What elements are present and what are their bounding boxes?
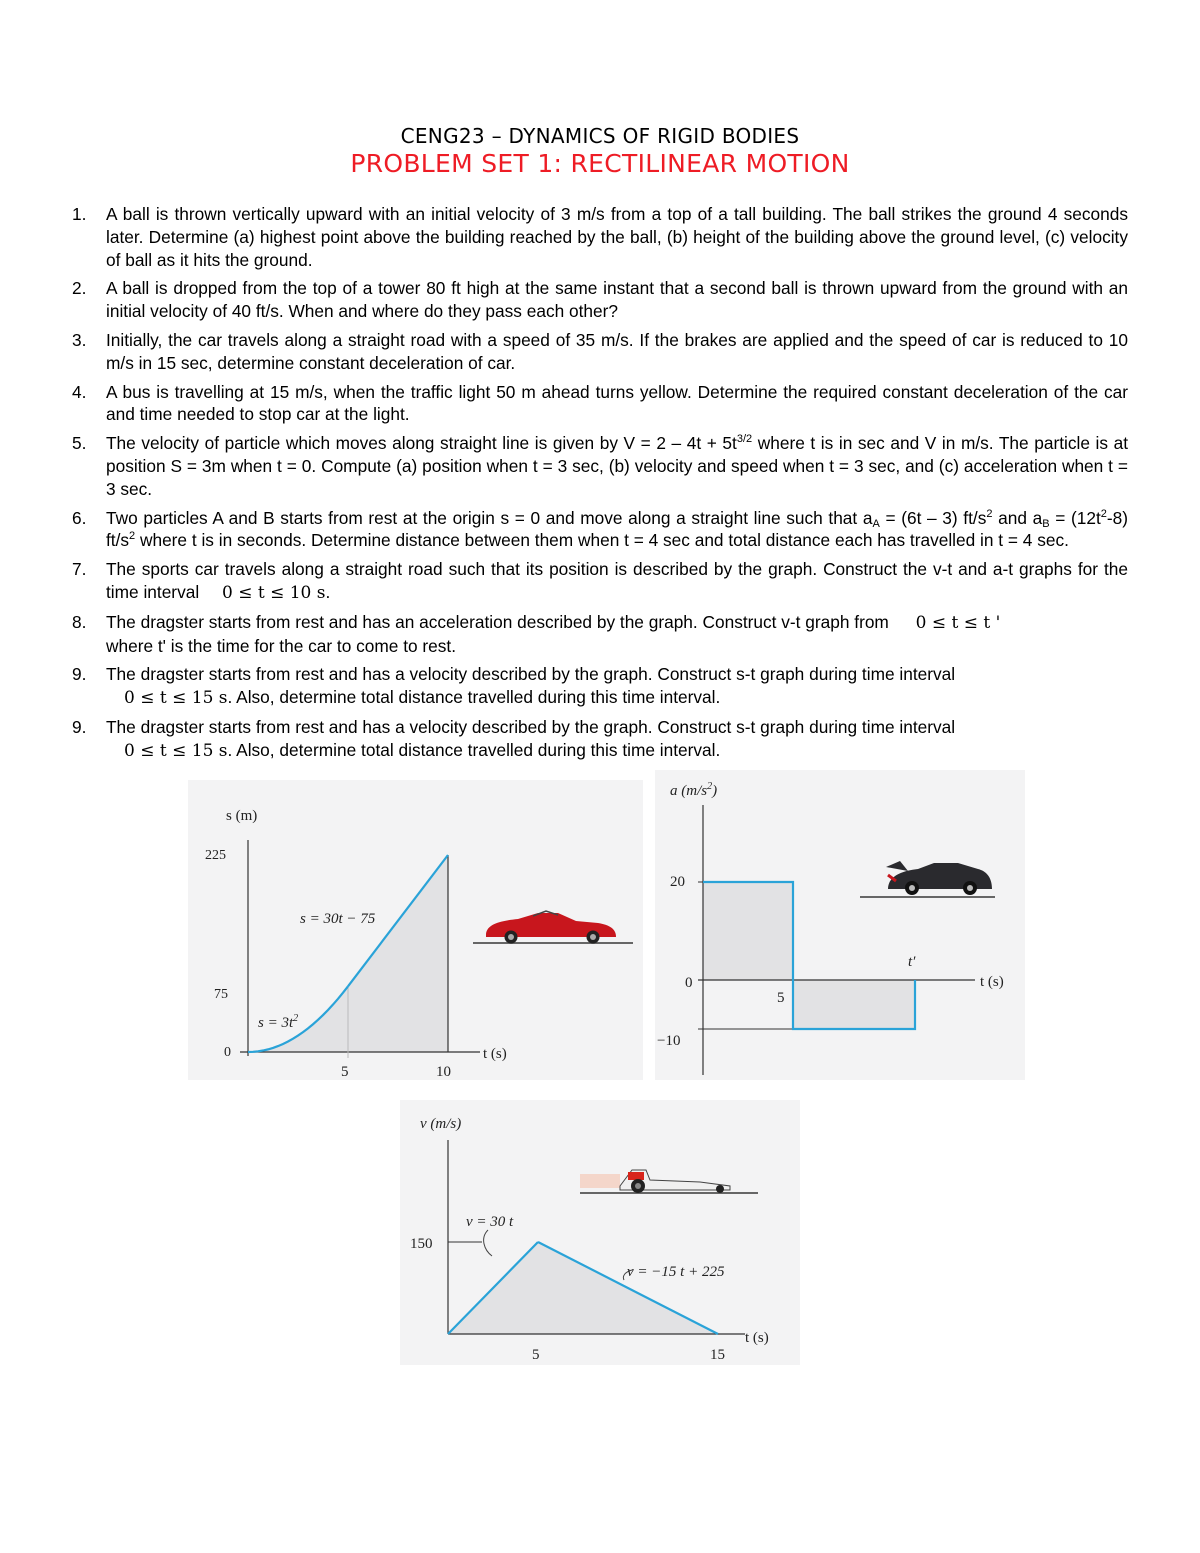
y-axis-label-text: a (m/s bbox=[670, 783, 708, 799]
problem-number: 5. bbox=[72, 433, 87, 454]
problem-item bbox=[62, 663, 1128, 710]
exponent: 2 bbox=[986, 507, 993, 520]
problem-number: 2. bbox=[72, 278, 87, 299]
time-interval-math: 0 ≤ t ≤ 15 s bbox=[124, 740, 228, 761]
x-tick-label-5: 5 bbox=[532, 1347, 540, 1363]
velocity-time-figure bbox=[400, 1100, 800, 1365]
time-interval-math: 0 ≤ t ≤ 10 s bbox=[221, 582, 326, 603]
problem-number: 9. bbox=[72, 716, 87, 737]
problem-text bbox=[106, 663, 1128, 710]
s-t-graph bbox=[188, 780, 643, 1080]
problem-text-part: The velocity of particle which moves along straight line is given by V = 2 – 4t + 5t bbox=[106, 433, 737, 454]
area-negative-acceleration bbox=[793, 980, 915, 1029]
x-axis-label: t (s) bbox=[483, 1046, 507, 1062]
problem-text-part: where t' is the time for the car to come to rest. bbox=[106, 635, 457, 656]
problem-text-part: . Also, determine total distance travelled during this time interval. bbox=[227, 739, 721, 760]
segment-label-v-30t: v = 30 t bbox=[466, 1214, 514, 1230]
problem-text-part: The sports car travels along a straight road such that its position is described by the graph. Construct the v-t and a-t graphs for the time interval bbox=[106, 559, 1128, 602]
x-tick-label-t-prime: t′ bbox=[908, 954, 916, 970]
problem-item bbox=[62, 611, 1128, 658]
problem-text-part: The dragster starts from rest and has a velocity described by the graph. Construct s-t graph during time interval bbox=[106, 664, 956, 685]
problem-set-title: PROBLEM SET 1: RECTILINEAR MOTION bbox=[350, 149, 850, 178]
problem-text bbox=[106, 558, 1128, 605]
area-positive-acceleration bbox=[703, 882, 793, 980]
problem-text-part: where t is in sec and V in m/s. The particle is at position S = 3m when t = 0. Compute (a) position when t = 3 sec, (b) velocity and speed when t = 3 sec, and (c) acceleration when t = 3 sec. bbox=[106, 433, 1129, 499]
y-tick-label-0: 0 bbox=[685, 975, 693, 991]
problem-item bbox=[62, 329, 1128, 375]
time-interval-math: 0 ≤ t ≤ 15 s bbox=[124, 688, 228, 709]
problem-text bbox=[106, 432, 1128, 500]
y-tick-label-20: 20 bbox=[670, 874, 685, 890]
x-axis-label: t (s) bbox=[745, 1330, 769, 1346]
problem-text: A ball is dropped from the top of a tower 80 ft high at the same instant that a second ball is thrown upward from the ground with an initial velocity of 40 ft/s. When and where do they pass each other? bbox=[106, 278, 1128, 322]
a-t-graph bbox=[655, 770, 1025, 1080]
problem-item bbox=[62, 203, 1128, 271]
exponent: 2 bbox=[1100, 507, 1107, 520]
problem-item bbox=[62, 432, 1128, 500]
problem-number: 7. bbox=[72, 559, 87, 580]
problem-number: 9. bbox=[72, 664, 87, 685]
problem-number: 8. bbox=[72, 611, 87, 632]
x-tick-label-5: 5 bbox=[341, 1064, 349, 1080]
x-tick-label-5: 5 bbox=[777, 990, 785, 1006]
problem-number: 3. bbox=[72, 329, 87, 350]
problem-number: 1. bbox=[72, 204, 87, 224]
problem-list bbox=[62, 203, 1128, 769]
problem-text-part: The dragster starts from rest and has a velocity described by the graph. Construct s-t graph during time interval bbox=[106, 716, 956, 737]
problem-text-part: where t is in seconds. Determine distance between them when t = 4 sec and total distance each has travelled in t = 4 sec. bbox=[135, 530, 1069, 551]
x-tick-label-15: 15 bbox=[710, 1347, 725, 1363]
v-t-graph bbox=[400, 1100, 800, 1365]
problem-item bbox=[62, 716, 1128, 763]
problem-text bbox=[106, 716, 1128, 763]
y-axis-label-close: ) bbox=[712, 783, 718, 799]
segment-label-s-30t-75: s = 30t − 75 bbox=[300, 911, 376, 927]
y-axis-label: v (m/s) bbox=[420, 1116, 462, 1132]
problem-text-part: -8) ft/s bbox=[106, 507, 1128, 551]
y-tick-label-150: 150 bbox=[410, 1236, 433, 1252]
problem-text-part: . bbox=[325, 581, 331, 602]
problem-item bbox=[62, 381, 1128, 427]
segment-label-v-minus15t-225: v = −15 t + 225 bbox=[627, 1264, 725, 1280]
y-tick-label-75: 75 bbox=[214, 987, 228, 1002]
problem-text-part: The dragster starts from rest and has an acceleration described by the graph. Construct v-t graph from bbox=[106, 611, 889, 632]
acceleration-time-figure bbox=[655, 770, 1025, 1080]
course-title: CENG23 – DYNAMICS OF RIGID BODIES bbox=[400, 124, 800, 148]
problem-text bbox=[106, 611, 1128, 658]
exponent: 2 bbox=[129, 530, 136, 543]
segment-label-text: s = 3t bbox=[258, 1015, 294, 1031]
problem-text-part: . Also, determine total distance travelled during this time interval. bbox=[227, 687, 721, 708]
problem-item bbox=[62, 558, 1128, 605]
y-tick-label-minus-10: −10 bbox=[657, 1033, 681, 1049]
problem-number: 6. bbox=[72, 507, 87, 528]
problem-text: Initially, the car travels along a straight road with a speed of 35 m/s. If the brakes are applied and the speed of car is reduced to 10 m/s in 15 sec, determine constant deceleration of car. bbox=[106, 329, 1128, 373]
exponent: 3/2 bbox=[736, 433, 753, 446]
problem-text-part: and a bbox=[992, 507, 1043, 528]
problem-item bbox=[62, 507, 1128, 553]
problem-text-part: = (12t bbox=[1049, 507, 1101, 528]
y-tick-label-0: 0 bbox=[224, 1045, 231, 1060]
y-axis-label: s (m) bbox=[226, 808, 258, 824]
problem-number: 4. bbox=[72, 381, 87, 402]
problem-text bbox=[106, 507, 1128, 553]
subscript: A bbox=[872, 517, 880, 530]
problem-text: A bus is travelling at 15 m/s, when the traffic light 50 m ahead turns yellow. Determine the required constant deceleration of the car and time needed to stop car at the light. bbox=[106, 381, 1128, 425]
subscript: B bbox=[1042, 517, 1050, 530]
problem-item bbox=[62, 277, 1128, 323]
x-axis-label: t (s) bbox=[980, 974, 1004, 990]
segment-label-exponent: 2 bbox=[293, 1013, 299, 1024]
y-tick-label-225: 225 bbox=[205, 848, 226, 863]
segment-label-s-3t bbox=[258, 1013, 298, 1031]
time-interval-math: 0 ≤ t ≤ t ' bbox=[915, 612, 1001, 633]
y-axis-label-exponent: 2 bbox=[707, 781, 713, 792]
x-tick-label-10: 10 bbox=[436, 1064, 451, 1080]
problem-text: A ball is thrown vertically upward with an initial velocity of 3 m/s from a top of a tall building. The ball strikes the ground 4 seconds later. Determine (a) highest point above the building reached by the ball, (b) height of the building above the ground level, (c) velocity of ball as it hits the ground. bbox=[106, 204, 1128, 270]
problem-text-part: = (6t – 3) ft/s bbox=[879, 507, 987, 528]
problem-text-part: Two particles A and B starts from rest at the origin s = 0 and move along a straight line such that a bbox=[106, 507, 873, 528]
position-time-figure bbox=[188, 780, 643, 1080]
